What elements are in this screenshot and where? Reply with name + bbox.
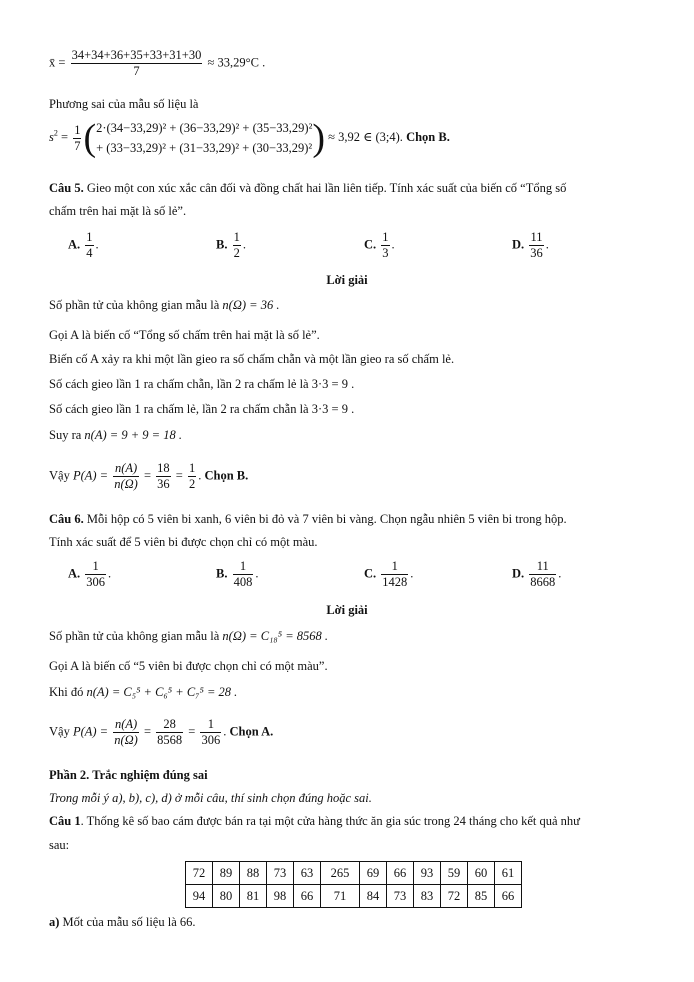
- q5-option-a: A. $\frac{1}{4}$ .: [68, 230, 99, 260]
- table-cell: 73: [387, 885, 414, 908]
- q5-option-b: B. $\frac{1}{2}$ .: [216, 230, 246, 260]
- table-cell: 80: [213, 885, 240, 908]
- table-cell: 94: [186, 885, 213, 908]
- q6-text-line1: Câu 6. Mỗi hộp có 5 viên bi xanh, 6 viên bi đỏ và 7 viên bi vàng. Chọn ngẫu nhiên 5 viên bi trong hộp.: [49, 512, 567, 526]
- q6-sol-line1: Số phần tử của không gian mẫu là n(Ω) = C₁₈⁵ = 8568 .: [49, 629, 329, 643]
- table-cell: 88: [240, 862, 267, 885]
- q5-option-c: C. $\frac{1}{3}$ .: [364, 230, 395, 260]
- table-cell: 72: [441, 885, 468, 908]
- part2-q1-line2: sau:: [49, 838, 70, 852]
- q5-sol-line3: Biến cố A xảy ra khi một lần gieo ra số chấm chẵn và một lần gieo ra số chấm lẻ.: [49, 352, 455, 366]
- q5-final: Vậy P(A) = $\frac{n(A)}{n(\Omega)}$ = $\frac{18}{36}$ = $\frac{1}{2}$ . Chọn B.: [49, 461, 249, 491]
- q6-solution-title: Lời giải: [326, 603, 368, 617]
- q6-option-c: C. $\frac{1}{1428}$ .: [364, 559, 414, 589]
- table-cell: 81: [240, 885, 267, 908]
- table-cell: 83: [414, 885, 441, 908]
- q5-text-line2: chấm trên hai mặt là số lẻ”.: [49, 204, 187, 218]
- table-row: [186, 862, 522, 885]
- table-cell: 85: [468, 885, 495, 908]
- table-cell: 73: [267, 862, 294, 885]
- q5-sol-line6: Suy ra n(A) = 9 + 9 = 18 .: [49, 428, 182, 442]
- q5-sol-line1: Số phần tử của không gian mẫu là n(Ω) = 36 .: [49, 298, 280, 312]
- table-cell: 84: [360, 885, 387, 908]
- part2-q1-line1: Câu 1. Thống kê số bao cám được bán ra tại một cửa hàng thức ăn gia súc trong 24 tháng cho kết quả như: [49, 814, 580, 828]
- q5-sol-line4: Số cách gieo lần 1 ra chấm chẵn, lần 2 ra chấm lẻ là 3·3 = 9 .: [49, 377, 355, 391]
- q6-option-a: A. $\frac{1}{306}$ .: [68, 559, 112, 589]
- table-cell: 63: [294, 862, 321, 885]
- q5-sol-line5: Số cách gieo lần 1 ra chấm lẻ, lần 2 ra chấm chẵn là 3·3 = 9 .: [49, 402, 355, 416]
- q6-option-b: B. $\frac{1}{408}$ .: [216, 559, 259, 589]
- q5-option-d: D. $\frac{11}{36}$ .: [512, 230, 549, 260]
- table-cell: 71: [321, 885, 360, 908]
- q6-sol-line2: Gọi A là biến cố “5 viên bi được chọn chỉ có một màu”.: [49, 659, 328, 673]
- q5-solution-title: Lời giải: [326, 273, 368, 287]
- q5-text-line1: Câu 5. Gieo một con xúc xắc cân đối và đồng chất hai lần liên tiếp. Tính xác suất của biến cố “Tổng số: [49, 181, 567, 195]
- table-cell: 60: [468, 862, 495, 885]
- part2-instruction: Trong mỗi ý a), b), c), d) ở mỗi câu, thí sinh chọn đúng hoặc sai.: [49, 791, 372, 805]
- table-cell: 69: [360, 862, 387, 885]
- variance-formula: $s^2$ = $\frac{1}{7}$ ( 2·(34−33,29)² + (36−33,29)² + (35−33,29)² + (33−33,29)² + (31−33,29)² + (30−33,29)² ) ≈ 3,92 ∈ (3;4). Chọn B.: [49, 117, 450, 159]
- table-cell: 66: [495, 885, 522, 908]
- q6-sol-line3: Khi đó n(A) = C₅⁵ + C₆⁵ + C₇⁵ = 28 .: [49, 685, 238, 699]
- mean-formula: x̄ = $\frac{34+34+36+35+33+31+30}{7}$ ≈ 33,29°C .: [49, 48, 266, 78]
- q6-final: Vậy P(A) = $\frac{n(A)}{n(\Omega)}$ = $\frac{28}{8568}$ = $\frac{1}{306}$ . Chọn A.: [49, 717, 274, 747]
- table-row: [186, 885, 522, 908]
- part2-title: Phần 2. Trắc nghiệm đúng sai: [49, 768, 208, 782]
- table-cell: 59: [441, 862, 468, 885]
- q5-sol-line2: Gọi A là biến cố “Tổng số chấm trên hai mặt là số lẻ”.: [49, 328, 320, 342]
- table-cell: 72: [186, 862, 213, 885]
- table-cell: 66: [387, 862, 414, 885]
- q6-option-d: D. $\frac{11}{8668}$ .: [512, 559, 562, 589]
- q6-text-line2: Tính xác suất để 5 viên bi được chọn chỉ có một màu.: [49, 535, 318, 549]
- table-cell: 98: [267, 885, 294, 908]
- data-table: [185, 861, 522, 908]
- table-cell: 89: [213, 862, 240, 885]
- part2-item-a: a) Mốt của mẫu số liệu là 66.: [49, 915, 196, 929]
- table-cell: 61: [495, 862, 522, 885]
- table-cell: 93: [414, 862, 441, 885]
- table-cell: 265: [321, 862, 360, 885]
- variance-intro: Phương sai của mẫu số liệu là: [49, 97, 199, 111]
- table-cell: 66: [294, 885, 321, 908]
